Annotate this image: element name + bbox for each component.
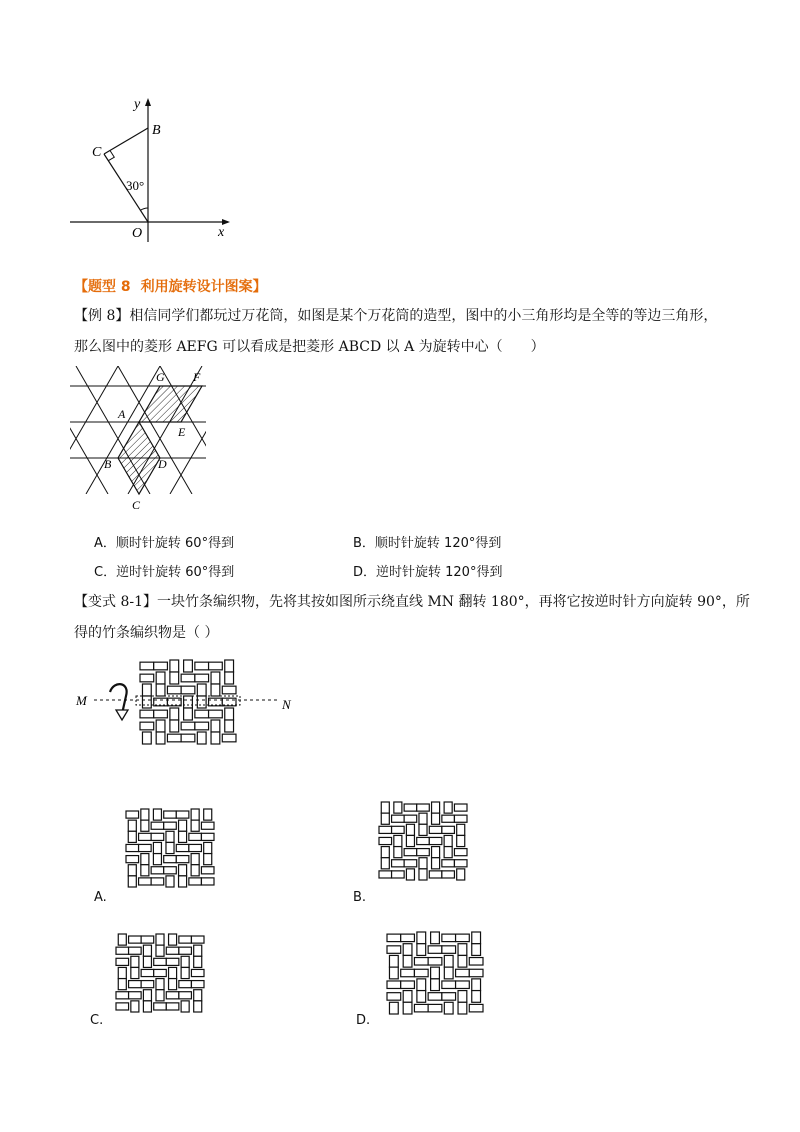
bamboo-strip xyxy=(442,871,455,878)
bamboo-strip xyxy=(194,990,202,1001)
bamboo-strip xyxy=(156,979,164,990)
bamboo-strip xyxy=(457,869,465,880)
bamboo-strip xyxy=(128,876,136,887)
bamboo-strip xyxy=(126,811,139,818)
bamboo-strip xyxy=(442,826,455,833)
weave-choice-d[interactable] xyxy=(383,928,487,1018)
bamboo-strip xyxy=(457,824,465,835)
bamboo-strip xyxy=(456,969,470,976)
bamboo-strip xyxy=(444,835,452,846)
mn-axis-overlay xyxy=(72,652,302,752)
choice-b-label[interactable]: B. xyxy=(353,890,367,905)
option-d[interactable]: D．逆时针旋转 120°得到 xyxy=(353,565,503,580)
bamboo-strip xyxy=(472,944,481,956)
bamboo-strip xyxy=(387,981,401,988)
bamboo-strip xyxy=(166,1003,179,1010)
bamboo-strip xyxy=(201,822,214,829)
slant-line xyxy=(70,366,118,494)
bamboo-strip xyxy=(419,869,427,880)
bamboo-strip xyxy=(141,936,154,943)
flip-arrowhead-icon xyxy=(116,710,128,720)
bamboo-strip xyxy=(179,820,187,831)
bamboo-strip xyxy=(189,833,202,840)
bamboo-strip xyxy=(151,867,164,874)
bamboo-strip xyxy=(194,945,202,956)
bamboo-strip xyxy=(166,958,179,965)
angle-arc xyxy=(140,208,148,210)
point-a-label: A xyxy=(118,407,126,421)
bamboo-strip xyxy=(458,944,467,956)
bamboo-strip xyxy=(141,820,149,831)
bamboo-strip xyxy=(428,946,442,953)
bamboo-strip xyxy=(442,946,456,953)
bamboo-strip xyxy=(429,871,442,878)
bamboo-strip xyxy=(469,1004,483,1011)
weave-choice-b[interactable] xyxy=(375,798,471,884)
bamboo-strip xyxy=(143,990,151,1001)
bamboo-strip xyxy=(154,969,167,976)
bamboo-strip xyxy=(118,979,126,990)
bamboo-strip xyxy=(428,1004,442,1011)
bamboo-strip xyxy=(139,878,152,885)
bamboo-strip xyxy=(139,833,152,840)
bamboo-strip xyxy=(179,981,192,988)
bamboo-strip xyxy=(406,869,414,880)
bamboo-strip xyxy=(131,967,139,978)
bamboo-strip xyxy=(154,958,167,965)
bamboo-strip xyxy=(379,871,392,878)
bamboo-strip xyxy=(381,802,389,813)
bamboo-strip xyxy=(403,1002,412,1014)
kaleidoscope-figure xyxy=(70,366,210,516)
bamboo-strip xyxy=(131,956,139,967)
option-a[interactable]: A．顺时针旋转 60°得到 xyxy=(94,536,235,551)
bamboo-strip xyxy=(432,813,440,824)
bamboo-strip xyxy=(401,969,415,976)
slant-line xyxy=(170,366,210,494)
bamboo-strip xyxy=(181,956,189,967)
point-e-label: E xyxy=(178,425,186,439)
bamboo-strip xyxy=(176,856,189,863)
bamboo-strip xyxy=(169,967,177,978)
bamboo-strip xyxy=(414,969,428,976)
bamboo-strip xyxy=(394,802,402,813)
bamboo-strip xyxy=(457,835,465,846)
y-axis-arrow xyxy=(145,98,151,106)
bamboo-strip xyxy=(429,826,442,833)
bamboo-strip xyxy=(469,958,483,965)
bamboo-strip xyxy=(118,934,126,945)
bamboo-strip xyxy=(444,1002,453,1014)
rhombus-aefg xyxy=(139,386,202,422)
bamboo-strip xyxy=(458,991,467,1003)
bamboo-strip xyxy=(428,993,442,1000)
bamboo-strip xyxy=(176,844,189,851)
right-angle-mark xyxy=(108,151,114,161)
bamboo-strip xyxy=(414,958,428,965)
n-label: N xyxy=(282,697,291,712)
bamboo-strip xyxy=(401,934,415,941)
section-heading xyxy=(74,276,267,296)
bamboo-strip xyxy=(419,813,427,824)
bamboo-strip xyxy=(381,847,389,858)
bamboo-strip xyxy=(472,979,481,991)
bamboo-strip xyxy=(417,944,426,956)
bamboo-strip xyxy=(417,837,430,844)
bamboo-strip xyxy=(189,878,202,885)
bamboo-strip xyxy=(417,979,426,991)
bamboo-strip xyxy=(129,981,142,988)
bamboo-strip xyxy=(169,979,177,990)
bamboo-strip xyxy=(204,854,212,865)
bamboo-strip xyxy=(419,858,427,869)
bamboo-strip xyxy=(417,804,430,811)
bamboo-strip xyxy=(442,860,455,867)
bamboo-strip xyxy=(442,934,456,941)
option-b[interactable]: B．顺时针旋转 120°得到 xyxy=(353,536,502,551)
bamboo-strip xyxy=(389,955,398,967)
option-c[interactable]: C．逆时针旋转 60°得到 xyxy=(94,565,235,580)
bamboo-strip xyxy=(204,809,212,820)
bamboo-strip xyxy=(392,860,405,867)
bamboo-strip xyxy=(454,815,467,822)
bamboo-strip xyxy=(204,842,212,853)
bamboo-strip xyxy=(472,991,481,1003)
bamboo-strip xyxy=(139,844,152,851)
bamboo-strip xyxy=(166,992,179,999)
bamboo-strip xyxy=(432,802,440,813)
point-c-label: C xyxy=(92,145,102,160)
bamboo-strip xyxy=(401,981,415,988)
bamboo-strip xyxy=(406,824,414,835)
bamboo-strip xyxy=(456,934,470,941)
weave-flip-figure xyxy=(72,652,302,752)
bamboo-strip xyxy=(179,831,187,842)
bamboo-strip xyxy=(164,867,177,874)
bamboo-strip xyxy=(129,947,142,954)
bamboo-strip xyxy=(128,820,136,831)
bamboo-strip xyxy=(176,811,189,818)
bamboo-strip xyxy=(387,993,401,1000)
bamboo-strip xyxy=(179,936,192,943)
bamboo-strip xyxy=(194,1001,202,1012)
m-label: M xyxy=(76,693,87,708)
bamboo-strip xyxy=(431,967,440,979)
point-g-label: G xyxy=(156,370,165,384)
rhombus-abcd xyxy=(118,422,160,494)
bamboo-strip xyxy=(417,991,426,1003)
bamboo-strip xyxy=(153,854,161,865)
bamboo-strip xyxy=(456,981,470,988)
bamboo-strip xyxy=(116,958,129,965)
bamboo-strip xyxy=(389,967,398,979)
bamboo-strip xyxy=(406,835,414,846)
bamboo-strip xyxy=(156,934,164,945)
bamboo-strip xyxy=(404,860,417,867)
origin-label: O xyxy=(132,226,143,241)
bamboo-strip xyxy=(431,932,440,944)
y-axis-label: y xyxy=(134,97,141,112)
bamboo-strip xyxy=(143,1001,151,1012)
point-f-label: F xyxy=(193,370,201,384)
bamboo-strip xyxy=(379,837,392,844)
bamboo-strip xyxy=(126,844,139,851)
fold-highlight xyxy=(136,696,240,705)
bamboo-strip xyxy=(458,1002,467,1014)
bamboo-strip xyxy=(191,969,204,976)
bamboo-strip xyxy=(394,835,402,846)
bamboo-strip xyxy=(191,820,199,831)
example8-line2: 那么图中的菱形 AEFG 可以看成是把菱形 ABCD 以 A 为旋转中心（ ） xyxy=(74,339,545,355)
weave-choice-c[interactable] xyxy=(112,930,208,1016)
bamboo-strip xyxy=(141,981,154,988)
bamboo-strip xyxy=(417,932,426,944)
bamboo-strip xyxy=(116,947,129,954)
bamboo-strip xyxy=(472,932,481,944)
x-axis-label: x xyxy=(218,225,225,240)
slant-line xyxy=(70,366,108,494)
bamboo-strip xyxy=(151,822,164,829)
bamboo-strip xyxy=(431,979,440,991)
bamboo-strip xyxy=(404,804,417,811)
bamboo-strip xyxy=(442,993,456,1000)
bamboo-strip xyxy=(179,865,187,876)
bamboo-strip xyxy=(191,936,204,943)
bamboo-strip xyxy=(404,849,417,856)
bamboo-strip xyxy=(116,992,129,999)
bamboo-strip xyxy=(403,955,412,967)
bamboo-strip xyxy=(141,809,149,820)
bamboo-strip xyxy=(428,958,442,965)
bamboo-strip xyxy=(404,815,417,822)
bamboo-strip xyxy=(201,878,214,885)
bamboo-strip xyxy=(454,860,467,867)
bamboo-strip xyxy=(169,934,177,945)
bamboo-strip xyxy=(381,858,389,869)
bamboo-strip xyxy=(166,947,179,954)
bamboo-strip xyxy=(432,858,440,869)
bamboo-strip xyxy=(392,871,405,878)
bamboo-strip xyxy=(189,844,202,851)
bamboo-strip xyxy=(191,854,199,865)
bamboo-strip xyxy=(191,981,204,988)
bamboo-strip xyxy=(131,1001,139,1012)
bamboo-strip xyxy=(166,876,174,887)
bamboo-strip xyxy=(181,967,189,978)
point-b-label: B xyxy=(152,123,161,138)
bamboo-strip xyxy=(164,811,177,818)
bamboo-strip xyxy=(379,826,392,833)
coordinate-figure xyxy=(70,92,240,242)
bamboo-strip xyxy=(166,842,174,853)
bamboo-strip xyxy=(414,1004,428,1011)
bamboo-strip xyxy=(389,1002,398,1014)
bamboo-strip xyxy=(166,831,174,842)
bamboo-strip xyxy=(469,969,483,976)
bamboo-strip xyxy=(429,837,442,844)
bamboo-strip xyxy=(381,813,389,824)
choice-d-label[interactable]: D. xyxy=(356,1013,371,1028)
bamboo-strip xyxy=(444,847,452,858)
bamboo-strip xyxy=(153,842,161,853)
bamboo-strip xyxy=(201,833,214,840)
bamboo-strip xyxy=(151,833,164,840)
bamboo-strip xyxy=(194,956,202,967)
bamboo-strip xyxy=(153,809,161,820)
bamboo-strip xyxy=(179,876,187,887)
bamboo-strip xyxy=(156,990,164,1001)
bamboo-strip xyxy=(154,1003,167,1010)
bamboo-strip xyxy=(191,865,199,876)
bamboo-strip xyxy=(444,802,452,813)
bamboo-strip xyxy=(444,955,453,967)
bamboo-strip xyxy=(191,809,199,820)
bamboo-strip xyxy=(164,822,177,829)
bamboo-strip xyxy=(201,867,214,874)
bamboo-strip xyxy=(151,878,164,885)
bamboo-strip xyxy=(118,967,126,978)
bamboo-strip xyxy=(454,804,467,811)
bamboo-strip xyxy=(164,856,177,863)
bamboo-strip xyxy=(394,847,402,858)
bamboo-strip xyxy=(129,936,142,943)
bamboo-strip xyxy=(432,847,440,858)
variant81-line1: 【变式 8-1】一块竹条编织物，先将其按如图所示绕直线 MN 翻转 180°，再将它按逆时针方向旋转 90°，所 xyxy=(74,594,750,610)
bamboo-strip xyxy=(141,854,149,865)
variant81-line2: 得的竹条编织物是（ ） xyxy=(74,625,219,641)
bamboo-strip xyxy=(143,945,151,956)
angle-label: 30° xyxy=(126,178,145,193)
bamboo-strip xyxy=(116,1003,129,1010)
point-c-label: C xyxy=(132,498,141,512)
bamboo-strip xyxy=(444,967,453,979)
section-title: 利用旋转设计图案】 xyxy=(140,279,267,295)
bamboo-strip xyxy=(126,856,139,863)
example8-line1: 【例 8】相信同学们都玩过万花筒，如图是某个万花筒的造型，图中的小三角形均是全等的等边三角形， xyxy=(74,308,718,324)
bamboo-strip xyxy=(442,981,456,988)
bamboo-strip xyxy=(143,956,151,967)
bamboo-strip xyxy=(156,945,164,956)
bamboo-strip xyxy=(387,934,401,941)
bamboo-strip xyxy=(403,944,412,956)
bamboo-strip xyxy=(387,946,401,953)
section-label: 【题型 8 xyxy=(74,279,131,295)
bamboo-strip xyxy=(454,849,467,856)
choice-c-label[interactable]: C. xyxy=(90,1013,104,1028)
bamboo-strip xyxy=(392,826,405,833)
bamboo-strip xyxy=(179,992,192,999)
bamboo-strip xyxy=(141,969,154,976)
choice-a-label[interactable]: A. xyxy=(94,890,107,905)
bamboo-strip xyxy=(442,815,455,822)
bamboo-strip xyxy=(179,947,192,954)
segment-cb xyxy=(104,128,148,154)
point-b-label: B xyxy=(104,457,112,471)
bamboo-strip xyxy=(128,865,136,876)
bamboo-strip xyxy=(392,815,405,822)
bamboo-strip xyxy=(129,992,142,999)
bamboo-strip xyxy=(403,991,412,1003)
bamboo-strip xyxy=(128,831,136,842)
point-d-label: D xyxy=(158,457,167,471)
bamboo-strip xyxy=(419,824,427,835)
bamboo-strip xyxy=(141,865,149,876)
weave-choice-a[interactable] xyxy=(122,805,218,891)
bamboo-strip xyxy=(417,849,430,856)
bamboo-strip xyxy=(181,1001,189,1012)
bamboo-strip xyxy=(458,955,467,967)
